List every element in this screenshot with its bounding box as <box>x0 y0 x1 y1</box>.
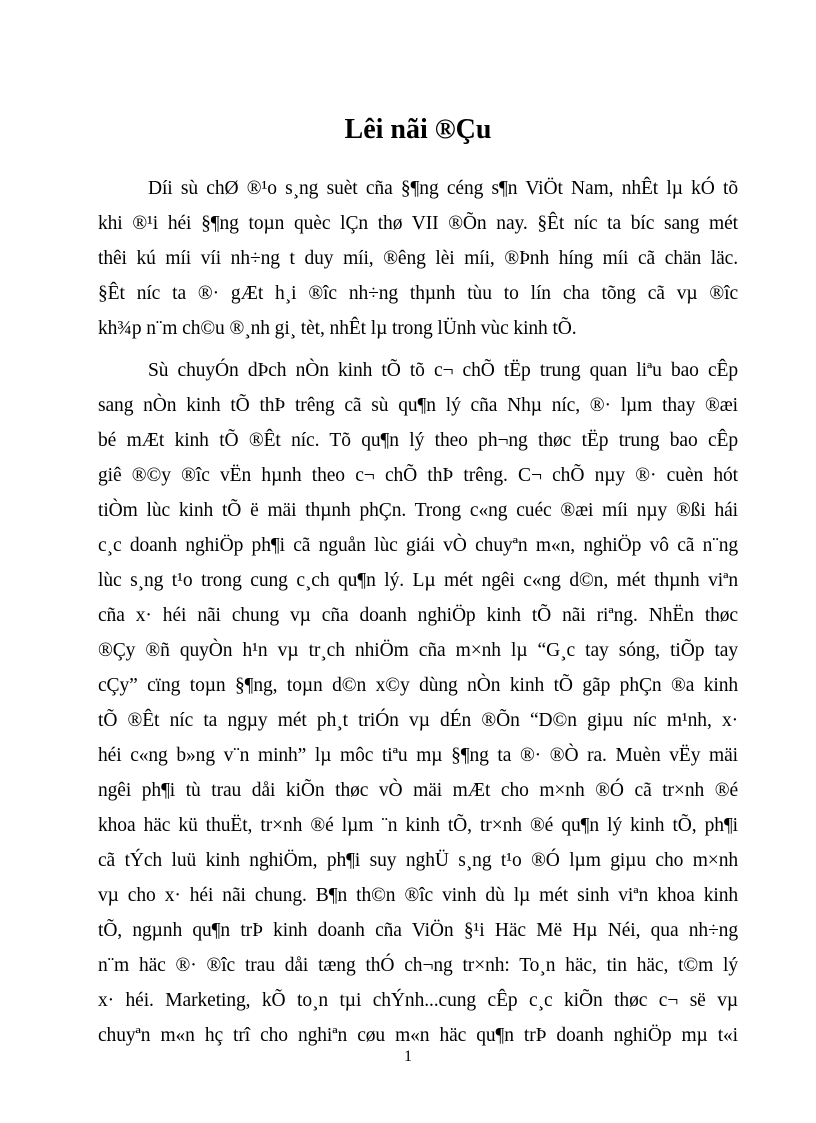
text-line: cã tÝch luü kinh nghiÖm, ph¶i suy nghÜ s¸ng t¹o ®Ó lµm giµu cho m×nh <box>98 850 738 871</box>
text-line: tiÒm lùc kinh tÕ ë mäi thµnh phÇn. Trong c«ng cuéc ®æi míi nµy ®ßi hái <box>98 500 738 521</box>
body-text <box>98 171 738 1053</box>
text-line: c¸c doanh nghiÖp ph¶i cã nguån lùc giái vÒ chuyªn m«n, nghiÖp vô cã n¨ng <box>98 535 738 556</box>
text-line: Díi sù chØ ®¹o s¸ng suèt cña §¶ng céng s¶n ViÖt Nam, nhÊt lµ kÓ tõ <box>148 178 738 199</box>
document-title: Lêi nãi ®Çu <box>344 114 492 145</box>
text-line: n¨m häc ®· ®îc trau dåi tæng thÓ ch¬ng tr×nh: To¸n häc, tin häc, t©m lý <box>98 955 738 976</box>
text-line: vµ cho x· héi nãi chung. B¶n th©n ®îc vinh dù lµ mét sinh viªn khoa kinh <box>98 885 738 906</box>
text-line: chuyªn m«n hç trî cho nghiªn cøu m«n häc qu¶n trÞ doanh nghiÖp mµ t«i <box>98 1025 738 1046</box>
text-line: giê ®©y ®îc vËn hµnh theo c¬ chÕ thÞ trêng. C¬ chÕ nµy ®· cuèn hót <box>98 465 738 486</box>
text-line: cña x· héi nãi chung vµ cña doanh nghiÖp kinh tÕ nãi riªng. NhËn thøc <box>98 605 738 626</box>
page-number: 1 <box>404 1048 412 1065</box>
text-line: §Êt níc ta ®· gÆt h¸i ®îc nh÷ng thµnh tùu to lín cha tõng cã vµ ®îc <box>98 283 738 304</box>
text-line: bé mÆt kinh tÕ ®Êt níc. Tõ qu¶n lý theo ph¬ng thøc tËp trung bao cÊp <box>98 430 738 451</box>
text-line: Sù chuyÓn dÞch nÒn kinh tÕ tõ c¬ chÕ tËp trung quan liªu bao cÊp <box>148 360 738 381</box>
text-line: khi ®¹i héi §¶ng toµn quèc lÇn thø VII ®Õn nay. §Êt níc ta bíc sang mét <box>98 213 738 234</box>
text-line: tÕ, ngµnh qu¶n trÞ kinh doanh cña ViÖn §¹i Häc Më Hµ Néi, qua nh÷ng <box>98 920 738 941</box>
text-line: thêi kú míi víi nh÷ng t duy míi, ®êng lèi míi, ®Þnh híng míi cã chän läc. <box>98 248 738 269</box>
text-line: khoa häc kü thuËt, tr×nh ®é lµm ¨n kinh tÕ, tr×nh ®é qu¶n lý kinh tÕ, ph¶i <box>98 815 738 836</box>
text-line: x· héi. Marketing, kÕ to¸n tµi chÝnh...cung cÊp c¸c kiÕn thøc c¬ së vµ <box>98 990 738 1011</box>
text-line: cÇy” cïng toµn §¶ng, toµn d©n x©y dùng nÒn kinh tÕ gãp phÇn ®a kinh <box>98 675 738 696</box>
text-line: lùc s¸ng t¹o trong cung c¸ch qu¶n lý. Lµ mét ngêi c«ng d©n, mét thµnh viªn <box>98 570 738 591</box>
text-line: sang nÒn kinh tÕ thÞ trêng cã sù qu¶n lý cña Nhµ níc, ®· lµm thay ®æi <box>98 395 738 416</box>
text-line: ®Çy ®ñ quyÒn h¹n vµ tr¸ch nhiÖm cña m×nh lµ “G¸c tay sóng, tiÕp tay <box>98 640 738 661</box>
paragraph <box>98 171 738 346</box>
text-line: héi c«ng b»ng v¨n minh” lµ môc tiªu mµ §¶ng ta ®· ®Ò ra. Muèn vËy mäi <box>98 745 738 766</box>
text-line: tÕ ®Êt níc ta ngµy mét ph¸t triÓn vµ dÉn ®Õn “D©n giµu níc m¹nh, x· <box>98 710 738 731</box>
text-line: ngêi ph¶i tù trau dåi kiÕn thøc vÒ mäi mÆt cho m×nh ®Ó cã tr×nh ®é <box>98 780 738 801</box>
text-line: kh¾p n¨m ch©u ®¸nh gi¸ tèt, nhÊt lµ trong lÜnh vùc kinh tÕ. <box>98 318 577 339</box>
document-content <box>98 112 738 1053</box>
paragraph <box>98 353 738 1053</box>
